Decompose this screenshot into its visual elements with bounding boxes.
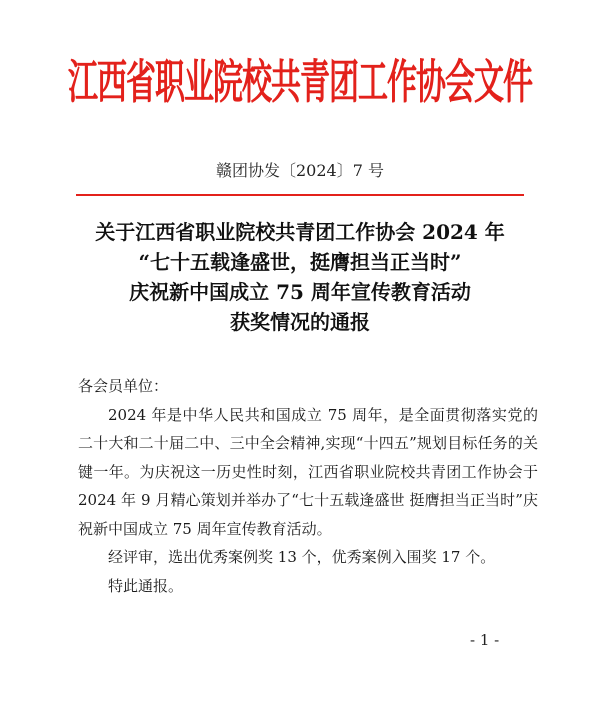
notice-body xyxy=(78,372,538,600)
title-line-2: “七十五载逢盛世，挺膺担当正当时” xyxy=(138,250,462,274)
title-line-1: 关于江西省职业院校共青团工作协会 2024 年 xyxy=(95,220,505,244)
body-paragraph-1: 2024 年是中华人民共和国成立 75 周年，是全面贯彻落实党的二十大和二十届二中、三中全会精神,实现“十四五”规划目标任务的关键一年。为庆祝这一历史性时刻，江西省职业院校共青团工作协会于 2024 年 9 月精心策划并举办了“七十五载逢盛世 挺膺担当正当时”庆祝新中国成立 75 周年宣传教育活动。 xyxy=(78,405,538,538)
body-paragraph-2: 经评审，选出优秀案例奖 13 个，优秀案例入围奖 17 个。 xyxy=(108,548,496,566)
red-divider-line xyxy=(76,194,524,196)
title-line-3: 庆祝新中国成立 75 周年宣传教育活动 xyxy=(129,280,471,304)
masthead-title: 江西省职业院校共青团工作协会文件 xyxy=(68,56,532,111)
body-paragraph-3: 特此通报。 xyxy=(108,576,184,595)
salutation: 各会员单位： xyxy=(78,377,169,395)
document-number: 赣团协发〔2024〕7 号 xyxy=(216,161,384,180)
title-line-4: 获奖情况的通报 xyxy=(230,310,370,334)
page-number: - 1 - xyxy=(470,631,500,649)
notice-title xyxy=(60,217,540,337)
